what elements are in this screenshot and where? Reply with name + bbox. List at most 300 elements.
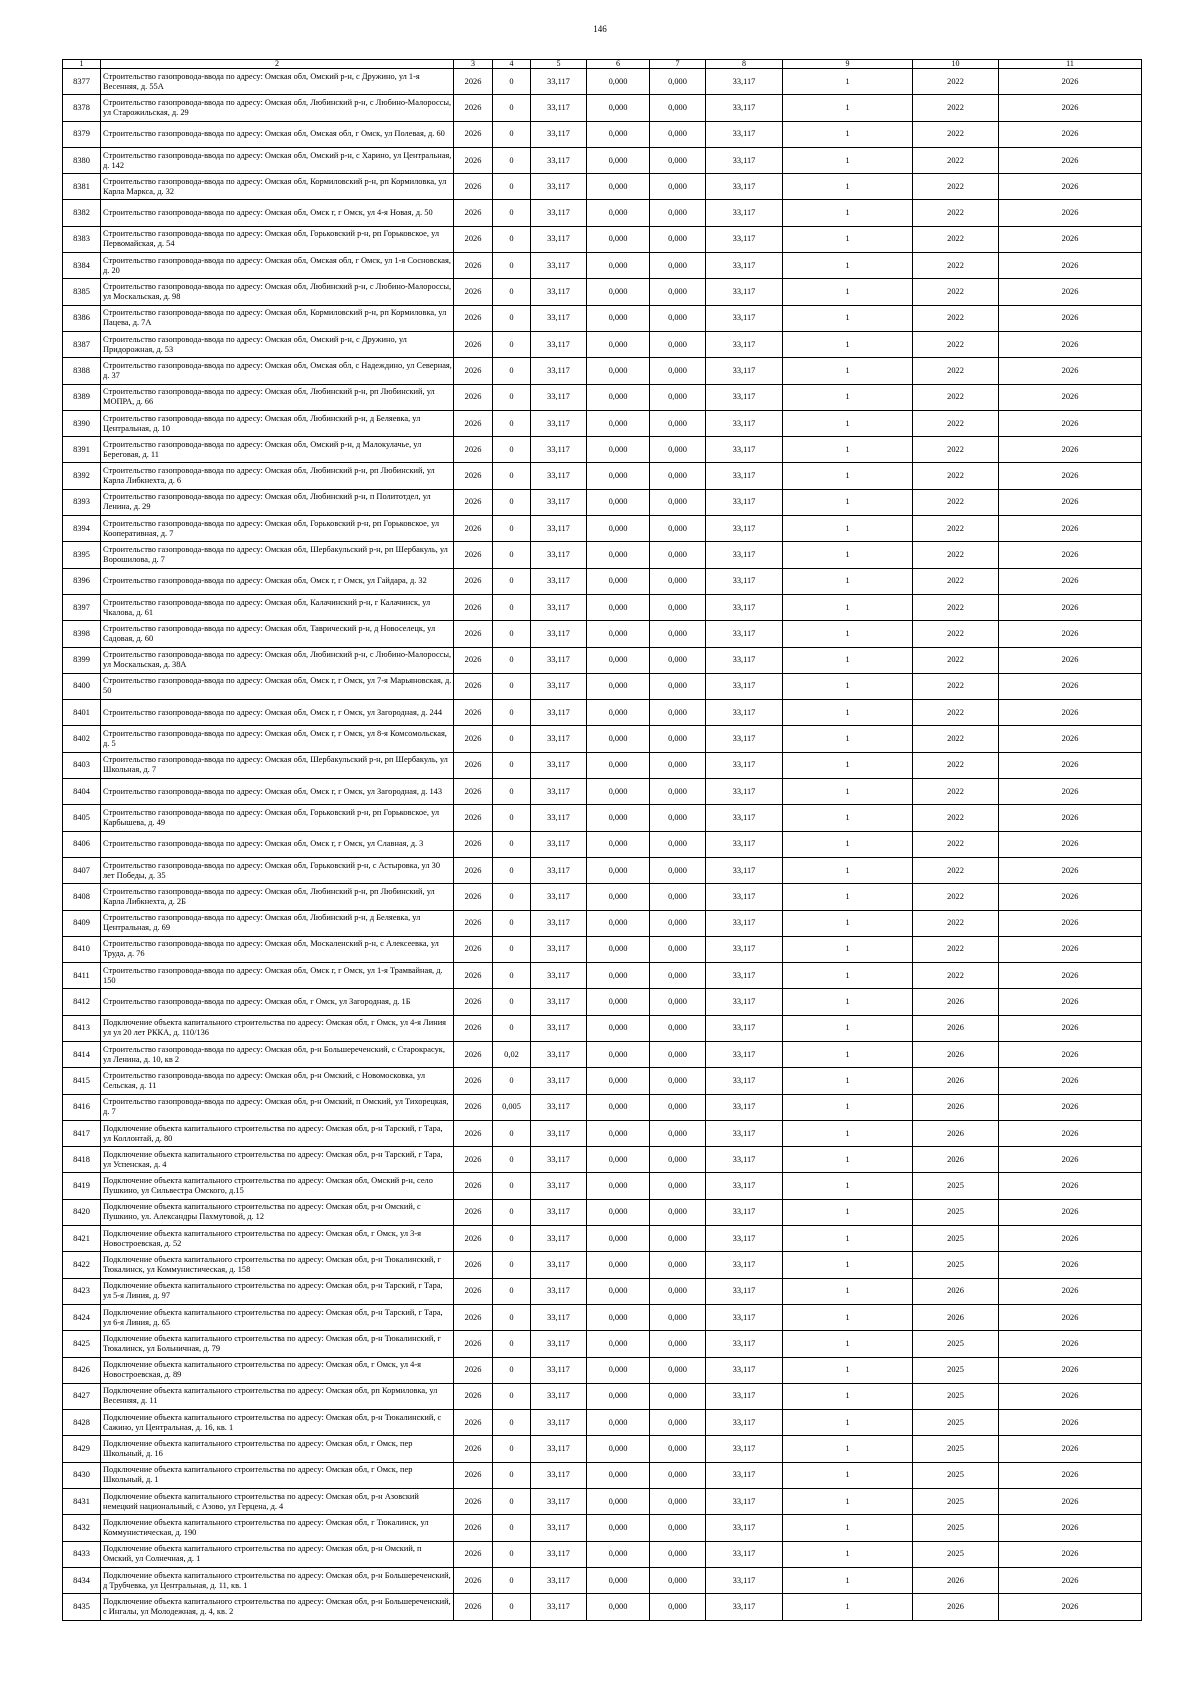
row-value: 33,117 — [706, 437, 783, 463]
table-row — [63, 331, 1142, 357]
row-value: 0,000 — [650, 1068, 706, 1094]
row-value: 2022 — [913, 226, 999, 252]
row-value: 0,000 — [587, 831, 650, 857]
row-value: 33,117 — [706, 910, 783, 936]
row-number: 8425 — [63, 1331, 101, 1357]
row-value: 2026 — [454, 69, 493, 95]
row-value: 33,117 — [531, 95, 587, 121]
row-value: 1 — [783, 200, 913, 226]
column-number: 10 — [913, 60, 999, 69]
row-value: 2026 — [454, 226, 493, 252]
row-value: 1 — [783, 1410, 913, 1436]
row-number: 8402 — [63, 726, 101, 752]
row-description: Подключение объекта капитального строительства по адресу: Омская обл, г Тюкалинск, ул Коммунистическая, д. 190 — [101, 1515, 454, 1541]
row-value: 0,000 — [587, 1541, 650, 1567]
row-value: 0,000 — [650, 621, 706, 647]
row-value: 33,117 — [531, 279, 587, 305]
row-value: 1 — [783, 989, 913, 1015]
row-value: 2026 — [454, 1357, 493, 1383]
row-value: 1 — [783, 1015, 913, 1041]
row-value: 0,000 — [650, 726, 706, 752]
row-description: Строительство газопровода-ввода по адресу: Омская обл, Омская обл, с Надеждино, ул Северная, д. 37 — [101, 358, 454, 384]
row-value: 0 — [493, 726, 531, 752]
table-row — [63, 910, 1142, 936]
row-value: 33,117 — [531, 1068, 587, 1094]
row-number: 8426 — [63, 1357, 101, 1383]
row-value: 2026 — [454, 1173, 493, 1199]
row-description: Строительство газопровода-ввода по адресу: Омская обл, р-н Омский, п Омский, ул Тихорецкая, д. 7 — [101, 1094, 454, 1120]
row-value: 1 — [783, 1462, 913, 1488]
row-value: 0,000 — [587, 1567, 650, 1593]
row-value: 2026 — [913, 1068, 999, 1094]
row-value: 33,117 — [706, 253, 783, 279]
row-value: 33,117 — [531, 831, 587, 857]
row-value: 2026 — [454, 857, 493, 883]
row-value: 0,000 — [587, 279, 650, 305]
row-value: 0,000 — [587, 1489, 650, 1515]
row-description: Строительство газопровода-ввода по адресу: Омская обл, Любинский р-н, д Беляевка, ул Центральная, д. 10 — [101, 410, 454, 436]
row-value: 2022 — [913, 437, 999, 463]
row-value: 2026 — [454, 437, 493, 463]
row-description: Подключение объекта капитального строительства по адресу: Омская обл, рп Кормиловка, ул Весенняя, д. 11 — [101, 1383, 454, 1409]
row-value: 33,117 — [706, 1015, 783, 1041]
row-description: Подключение объекта капитального строительства по адресу: Омская обл, г Омск, пер Школьный, д. 16 — [101, 1436, 454, 1462]
row-value: 1 — [783, 1594, 913, 1620]
row-value: 33,117 — [706, 805, 783, 831]
row-value: 2026 — [454, 358, 493, 384]
row-value: 1 — [783, 358, 913, 384]
row-value: 0,000 — [587, 226, 650, 252]
row-value: 0 — [493, 1567, 531, 1593]
row-value: 0,000 — [587, 1252, 650, 1278]
row-number: 8383 — [63, 226, 101, 252]
row-number: 8395 — [63, 542, 101, 568]
row-number: 8412 — [63, 989, 101, 1015]
row-value: 1 — [783, 1304, 913, 1330]
row-value: 33,117 — [706, 1567, 783, 1593]
row-value: 0 — [493, 69, 531, 95]
row-number: 8400 — [63, 673, 101, 699]
row-value: 0,000 — [650, 1094, 706, 1120]
row-value: 33,117 — [706, 1226, 783, 1252]
row-value: 0,000 — [650, 279, 706, 305]
row-value: 33,117 — [706, 1252, 783, 1278]
table-row — [63, 410, 1142, 436]
row-value: 2026 — [999, 121, 1142, 147]
row-value: 1 — [783, 410, 913, 436]
row-value: 0,000 — [650, 989, 706, 1015]
row-value: 33,117 — [531, 1015, 587, 1041]
row-value: 2026 — [999, 489, 1142, 515]
column-number: 7 — [650, 60, 706, 69]
row-value: 0,000 — [650, 1541, 706, 1567]
row-value: 0,000 — [587, 989, 650, 1015]
row-value: 33,117 — [706, 1541, 783, 1567]
row-value: 0,000 — [587, 1304, 650, 1330]
row-value: 0 — [493, 516, 531, 542]
row-value: 1 — [783, 700, 913, 726]
row-value: 0,000 — [587, 1015, 650, 1041]
row-value: 33,117 — [706, 989, 783, 1015]
row-value: 2022 — [913, 936, 999, 962]
row-number: 8405 — [63, 805, 101, 831]
row-value: 0,000 — [650, 673, 706, 699]
row-value: 0 — [493, 279, 531, 305]
row-value: 2026 — [454, 1120, 493, 1146]
row-value: 2026 — [454, 779, 493, 805]
row-value: 2025 — [913, 1541, 999, 1567]
row-value: 33,117 — [531, 857, 587, 883]
row-description: Строительство газопровода-ввода по адресу: Омская обл, Горьковский р-н, рп Горьковское, ул Кооперативная, д. 7 — [101, 516, 454, 542]
row-value: 0,000 — [650, 384, 706, 410]
row-value: 2026 — [454, 174, 493, 200]
row-value: 2026 — [999, 1357, 1142, 1383]
row-value: 0,000 — [650, 1120, 706, 1146]
row-value: 1 — [783, 1120, 913, 1146]
row-number: 8434 — [63, 1567, 101, 1593]
row-value: 0 — [493, 1068, 531, 1094]
column-number: 2 — [101, 60, 454, 69]
row-value: 0 — [493, 253, 531, 279]
table-row — [63, 1199, 1142, 1225]
row-value: 0,000 — [650, 226, 706, 252]
row-value: 33,117 — [531, 936, 587, 962]
row-number: 8380 — [63, 147, 101, 173]
table-row — [63, 200, 1142, 226]
row-value: 2026 — [999, 752, 1142, 778]
row-value: 33,117 — [706, 489, 783, 515]
row-value: 0 — [493, 831, 531, 857]
table-row — [63, 1567, 1142, 1593]
row-value: 0,000 — [587, 1410, 650, 1436]
row-value: 2026 — [913, 1120, 999, 1146]
table-row — [63, 437, 1142, 463]
row-value: 0,000 — [587, 1120, 650, 1146]
row-value: 1 — [783, 1383, 913, 1409]
row-value: 0,000 — [587, 516, 650, 542]
row-value: 2026 — [999, 1331, 1142, 1357]
row-value: 1 — [783, 1357, 913, 1383]
row-value: 0 — [493, 1331, 531, 1357]
table-row — [63, 279, 1142, 305]
row-number: 8435 — [63, 1594, 101, 1620]
row-value: 0,000 — [650, 1462, 706, 1488]
column-number: 9 — [783, 60, 913, 69]
row-number: 8424 — [63, 1304, 101, 1330]
row-value: 0,000 — [587, 673, 650, 699]
row-description: Подключение объекта капитального строительства по адресу: Омская обл, р-н Тарский, г Тара, ул 6-я Линия, д. 65 — [101, 1304, 454, 1330]
table-row — [63, 1331, 1142, 1357]
row-value: 2026 — [454, 1278, 493, 1304]
row-description: Подключение объекта капитального строительства по адресу: Омская обл, р-н Тюкалинский, г Тюкалинск, ул Коммунистическая, д. 158 — [101, 1252, 454, 1278]
row-value: 0,000 — [650, 1278, 706, 1304]
row-value: 33,117 — [531, 1436, 587, 1462]
row-value: 0,000 — [587, 1331, 650, 1357]
row-number: 8399 — [63, 647, 101, 673]
row-value: 0,000 — [650, 1489, 706, 1515]
table-row — [63, 1594, 1142, 1620]
row-value: 0,000 — [650, 1147, 706, 1173]
row-value: 33,117 — [531, 1041, 587, 1067]
row-value: 2026 — [999, 963, 1142, 989]
row-value: 33,117 — [706, 516, 783, 542]
row-description: Строительство газопровода-ввода по адресу: Омская обл, Москаленский р-н, с Алексеевка, ул Труда, д. 76 — [101, 936, 454, 962]
row-value: 2026 — [999, 358, 1142, 384]
table-row — [63, 752, 1142, 778]
row-value: 33,117 — [531, 1226, 587, 1252]
row-value: 0,000 — [587, 463, 650, 489]
row-number: 8379 — [63, 121, 101, 147]
row-number: 8410 — [63, 936, 101, 962]
row-value: 2022 — [913, 200, 999, 226]
row-value: 0,000 — [650, 884, 706, 910]
row-value: 2022 — [913, 358, 999, 384]
row-value: 1 — [783, 437, 913, 463]
row-value: 33,117 — [531, 1147, 587, 1173]
row-value: 33,117 — [531, 700, 587, 726]
row-value: 2026 — [913, 1041, 999, 1067]
row-number: 8377 — [63, 69, 101, 95]
row-value: 2026 — [454, 805, 493, 831]
row-value: 2022 — [913, 95, 999, 121]
row-value: 33,117 — [706, 1436, 783, 1462]
row-value: 0,000 — [587, 621, 650, 647]
row-value: 0 — [493, 305, 531, 331]
table-row — [63, 542, 1142, 568]
row-value: 2026 — [999, 1383, 1142, 1409]
row-value: 0 — [493, 647, 531, 673]
row-value: 2026 — [999, 1226, 1142, 1252]
row-description: Строительство газопровода-ввода по адресу: Омская обл, Таврический р-н, д Новоселецк, ул Садовая, д. 60 — [101, 621, 454, 647]
row-value: 0,000 — [650, 700, 706, 726]
row-value: 2022 — [913, 568, 999, 594]
table-row — [63, 147, 1142, 173]
row-value: 0,000 — [650, 121, 706, 147]
row-value: 2026 — [999, 253, 1142, 279]
row-description: Строительство газопровода-ввода по адресу: Омская обл, Горьковский р-н, рп Горьковское, ул Первомайская, д. 54 — [101, 226, 454, 252]
table-row — [63, 857, 1142, 883]
row-value: 2022 — [913, 147, 999, 173]
row-value: 0 — [493, 594, 531, 620]
table-row — [63, 1252, 1142, 1278]
row-value: 1 — [783, 910, 913, 936]
row-description: Строительство газопровода-ввода по адресу: Омская обл, Любинский р-н, п Политотдел, ул Ленина, д. 29 — [101, 489, 454, 515]
row-value: 33,117 — [531, 1173, 587, 1199]
row-value: 0,000 — [587, 700, 650, 726]
table-row — [63, 884, 1142, 910]
row-value: 1 — [783, 805, 913, 831]
row-value: 0,000 — [587, 437, 650, 463]
row-number: 8415 — [63, 1068, 101, 1094]
row-value: 33,117 — [531, 489, 587, 515]
row-value: 0,000 — [650, 1226, 706, 1252]
table-row — [63, 831, 1142, 857]
column-number: 3 — [454, 60, 493, 69]
table-row — [63, 673, 1142, 699]
row-value: 0 — [493, 752, 531, 778]
row-value: 2022 — [913, 647, 999, 673]
row-value: 1 — [783, 963, 913, 989]
row-value: 33,117 — [706, 463, 783, 489]
row-value: 0 — [493, 147, 531, 173]
row-value: 2026 — [454, 1541, 493, 1567]
row-value: 0,000 — [587, 542, 650, 568]
table-row — [63, 95, 1142, 121]
row-value: 1 — [783, 147, 913, 173]
row-value: 33,117 — [706, 358, 783, 384]
row-value: 2025 — [913, 1252, 999, 1278]
row-description: Строительство газопровода-ввода по адресу: Омская обл, Омск г, г Омск, ул Загородная, д. 143 — [101, 779, 454, 805]
row-value: 33,117 — [706, 1331, 783, 1357]
row-value: 0 — [493, 1357, 531, 1383]
row-value: 33,117 — [706, 279, 783, 305]
row-value: 2022 — [913, 305, 999, 331]
row-value: 2026 — [454, 568, 493, 594]
row-value: 33,117 — [706, 1094, 783, 1120]
row-value: 0,000 — [587, 1147, 650, 1173]
table-row — [63, 226, 1142, 252]
row-value: 0,000 — [587, 1094, 650, 1120]
row-value: 33,117 — [706, 1594, 783, 1620]
row-value: 0,000 — [650, 1173, 706, 1199]
row-value: 33,117 — [706, 700, 783, 726]
row-value: 1 — [783, 253, 913, 279]
row-description: Подключение объекта капитального строительства по адресу: Омская обл, р-н Азовский немецкий национальный, с Азово, ул Герцена, д. 4 — [101, 1489, 454, 1515]
row-value: 1 — [783, 1068, 913, 1094]
row-value: 2026 — [999, 542, 1142, 568]
row-description: Строительство газопровода-ввода по адресу: Омская обл, Омский р-н, с Харино, ул Центральная, д. 142 — [101, 147, 454, 173]
row-value: 2026 — [999, 384, 1142, 410]
row-value: 2026 — [999, 647, 1142, 673]
row-value: 33,117 — [531, 568, 587, 594]
row-value: 2022 — [913, 910, 999, 936]
row-number: 8406 — [63, 831, 101, 857]
row-value: 33,117 — [706, 542, 783, 568]
row-value: 2026 — [454, 884, 493, 910]
row-value: 33,117 — [531, 1199, 587, 1225]
row-value: 0 — [493, 1515, 531, 1541]
row-value: 0 — [493, 700, 531, 726]
row-value: 33,117 — [706, 200, 783, 226]
table-row — [63, 1304, 1142, 1330]
row-value: 0 — [493, 358, 531, 384]
row-description: Подключение объекта капитального строительства по адресу: Омская обл, р-н Большереченский, д Трубчевка, ул Центральная, д. 11, кв. 1 — [101, 1567, 454, 1593]
row-value: 1 — [783, 226, 913, 252]
row-value: 0,000 — [650, 542, 706, 568]
row-number: 8431 — [63, 1489, 101, 1515]
row-value: 1 — [783, 1278, 913, 1304]
row-value: 2026 — [999, 69, 1142, 95]
row-value: 2022 — [913, 884, 999, 910]
row-value: 0,000 — [650, 910, 706, 936]
row-value: 0 — [493, 621, 531, 647]
row-number: 8430 — [63, 1462, 101, 1488]
row-number: 8411 — [63, 963, 101, 989]
table-row — [63, 463, 1142, 489]
row-value: 0,000 — [587, 726, 650, 752]
row-value: 2026 — [913, 1304, 999, 1330]
row-value: 2026 — [999, 1041, 1142, 1067]
row-number: 8396 — [63, 568, 101, 594]
row-value: 2026 — [999, 1068, 1142, 1094]
row-value: 2022 — [913, 594, 999, 620]
row-value: 33,117 — [706, 963, 783, 989]
row-description: Подключение объекта капитального строительства по адресу: Омская обл, р-н Тарский, г Тара, ул Успенская, д. 4 — [101, 1147, 454, 1173]
table-row — [63, 1410, 1142, 1436]
row-value: 33,117 — [706, 1515, 783, 1541]
row-value: 2026 — [454, 489, 493, 515]
row-description: Строительство газопровода-ввода по адресу: Омская обл, Шербакульский р-н, рп Шербакуль, ул Ворошилова, д. 7 — [101, 542, 454, 568]
row-number: 8429 — [63, 1436, 101, 1462]
row-value: 1 — [783, 594, 913, 620]
row-number: 8432 — [63, 1515, 101, 1541]
row-number: 8384 — [63, 253, 101, 279]
row-value: 2026 — [999, 1541, 1142, 1567]
row-value: 1 — [783, 726, 913, 752]
row-value: 1 — [783, 1252, 913, 1278]
table-row — [63, 568, 1142, 594]
table-row — [63, 489, 1142, 515]
row-number: 8378 — [63, 95, 101, 121]
row-value: 2026 — [454, 673, 493, 699]
row-value: 2026 — [454, 147, 493, 173]
row-description: Подключение объекта капитального строительства по адресу: Омская обл, р-н Тарский, г Тара, ул Коллонтай, д. 80 — [101, 1120, 454, 1146]
row-value: 0 — [493, 384, 531, 410]
row-value: 2022 — [913, 69, 999, 95]
row-value: 33,117 — [531, 963, 587, 989]
row-number: 8414 — [63, 1041, 101, 1067]
row-value: 33,117 — [706, 673, 783, 699]
table-row — [63, 726, 1142, 752]
row-number: 8382 — [63, 200, 101, 226]
row-value: 2022 — [913, 726, 999, 752]
row-value: 0,000 — [650, 857, 706, 883]
row-value: 33,117 — [706, 831, 783, 857]
row-value: 33,117 — [706, 1173, 783, 1199]
row-value: 0,000 — [650, 805, 706, 831]
row-value: 2026 — [454, 647, 493, 673]
row-value: 33,117 — [706, 1147, 783, 1173]
row-description: Строительство газопровода-ввода по адресу: Омская обл, р-н Омский, с Новомосковка, ул Сельская, д. 11 — [101, 1068, 454, 1094]
row-value: 2026 — [999, 1015, 1142, 1041]
row-value: 0 — [493, 1410, 531, 1436]
row-value: 33,117 — [706, 69, 783, 95]
row-value: 1 — [783, 305, 913, 331]
row-value: 33,117 — [531, 1252, 587, 1278]
row-value: 33,117 — [531, 69, 587, 95]
row-description: Строительство газопровода-ввода по адресу: Омская обл, Омск г, г Омск, ул 4-я Новая, д. 50 — [101, 200, 454, 226]
row-value: 1 — [783, 542, 913, 568]
row-value: 2026 — [454, 1462, 493, 1488]
row-description: Строительство газопровода-ввода по адресу: Омская обл, Шербакульский р-н, рп Шербакуль, ул Школьная, д. 7 — [101, 752, 454, 778]
row-value: 33,117 — [531, 1567, 587, 1593]
row-value: 0 — [493, 1120, 531, 1146]
row-description: Подключение объекта капитального строительства по адресу: Омская обл, р-н Тюкалинский, с Сажино, ул Центральная, д. 16, кв. 1 — [101, 1410, 454, 1436]
row-value: 2026 — [454, 1489, 493, 1515]
row-description: Строительство газопровода-ввода по адресу: Омская обл, Омская обл, г Омск, ул 1-я Сосновская, д. 20 — [101, 253, 454, 279]
table-row — [63, 779, 1142, 805]
row-value: 2026 — [999, 884, 1142, 910]
row-value: 0 — [493, 1383, 531, 1409]
row-value: 33,117 — [706, 568, 783, 594]
row-number: 8389 — [63, 384, 101, 410]
row-value: 2026 — [454, 95, 493, 121]
row-value: 33,117 — [531, 1594, 587, 1620]
row-number: 8420 — [63, 1199, 101, 1225]
table-row — [63, 1173, 1142, 1199]
row-value: 0,000 — [587, 568, 650, 594]
row-value: 0,000 — [587, 1357, 650, 1383]
